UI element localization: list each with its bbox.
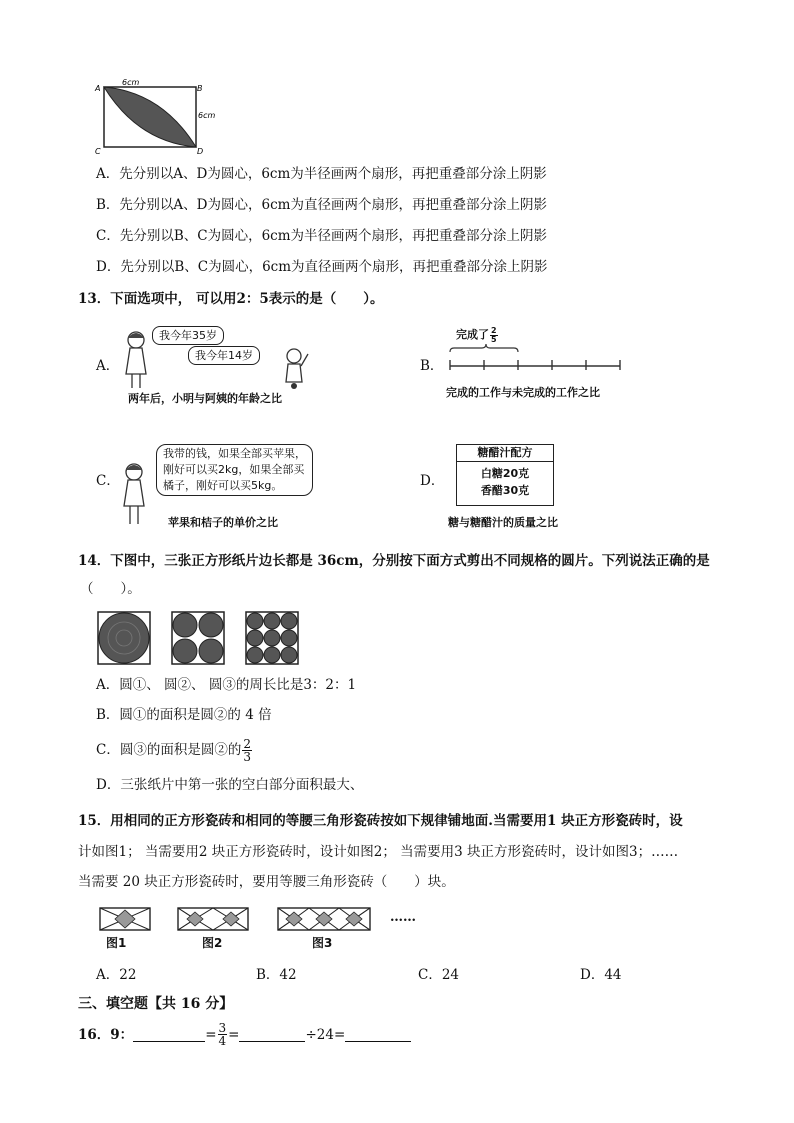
- q15-ellipsis: ……: [390, 910, 416, 925]
- q12-option-a[interactable]: A．先分别以A、D为圆心，6cm为半径画两个扇形，再把重叠部分涂上阴影: [96, 166, 547, 182]
- q13-stem: [78, 290, 384, 308]
- q13-d-caption: 糖与糖醋汁的质量之比: [448, 516, 558, 529]
- q15-option-c[interactable]: C．24: [418, 967, 460, 983]
- q14-stem-line-1: [78, 552, 710, 570]
- q14-circle-figures: [96, 610, 306, 666]
- q13-b-done-text: 完成了: [456, 328, 489, 341]
- q13-c-person: [118, 458, 158, 530]
- q13-option-c-label[interactable]: C．: [96, 473, 120, 489]
- q12-side-label: 6cm: [198, 111, 216, 120]
- q13-a-caption: 两年后，小明与阿姨的年龄之比: [128, 392, 282, 405]
- q15-fig2-label: 图2: [202, 936, 223, 950]
- q16-div: ÷24=: [305, 1026, 346, 1043]
- q12-option-d[interactable]: D．先分别以B、C为圆心，6cm为直径画两个扇形，再把重叠部分涂上阴影: [96, 259, 548, 275]
- boy-ball: [291, 383, 297, 389]
- q16-blank-1[interactable]: [133, 1027, 205, 1042]
- q13-d-box-line-2: 香醋30克: [480, 484, 530, 497]
- q14-option-c-text: C．圆③的面积是圆②的: [96, 742, 242, 758]
- q13-b-caption: 完成的工作与未完成的工作之比: [446, 386, 600, 399]
- q13-b-frac-den: 5: [491, 334, 497, 344]
- q16-frac-num: 3: [218, 1021, 227, 1035]
- boy-head: [287, 349, 301, 363]
- q14-option-a[interactable]: A．圆①、 圆②、 圆③的周长比是3：2：1: [96, 677, 357, 693]
- aunt-body: [126, 348, 146, 374]
- q16-eq2: =: [228, 1026, 240, 1043]
- q12-option-b[interactable]: B．先分别以A、D为圆心，6cm为直径画两个扇形，再把重叠部分涂上阴影: [96, 197, 547, 213]
- boy-arm: [301, 354, 308, 366]
- pattern-2: [178, 908, 248, 930]
- q12-corner-c: C: [95, 147, 101, 156]
- pattern-3: [278, 908, 370, 930]
- q13-c-bubble-line-3: 橘子，刚好可以买5kg。: [163, 479, 283, 492]
- q12-corner-d: D: [197, 147, 204, 156]
- q16-blank-2[interactable]: [239, 1027, 305, 1042]
- q12-shaded-leaf: [104, 87, 196, 147]
- q13-b-done-label: [456, 326, 499, 344]
- q15-stem-text-1: 15．用相同的正方形瓷砖和相同的等腰三角形瓷砖按如下规律铺地面.当需要用1 块正方形瓷砖时，设: [78, 813, 683, 829]
- q12-top-label: 6cm: [122, 78, 140, 87]
- q15-stem-line-2: 计如图1； 当需要用2 块正方形瓷砖时，设计如图2； 当需要用3 块正方形瓷砖时，设计如图3；……: [78, 844, 679, 860]
- q14-option-c-fraction: [242, 738, 252, 763]
- section-3-title: 三、填空题【共 16 分】: [78, 996, 234, 1012]
- q13-b-fraction: [490, 327, 498, 344]
- q13-option-a-label[interactable]: A．: [96, 358, 120, 374]
- q15-stem-line-1: [78, 812, 683, 830]
- q16-blank-3[interactable]: [345, 1027, 411, 1042]
- q15-option-d[interactable]: D．44: [580, 967, 622, 983]
- q13-b-frac-num: 2: [491, 325, 497, 335]
- q15-tile-patterns: [98, 906, 378, 934]
- q13-c-bubble-line-2: 刚好可以买2kg，如果全部买: [163, 463, 305, 476]
- q13-b-segment-diagram: [448, 344, 628, 374]
- q15-stem-line-3: 当需要 20 块正方形瓷砖时，要用等腰三角形瓷砖（ ）块。: [78, 874, 455, 890]
- brace: [450, 344, 518, 352]
- q16-fraction: [218, 1022, 228, 1047]
- q13-c-caption: 苹果和桔子的单价之比: [168, 516, 278, 529]
- q14-option-c[interactable]: [96, 738, 253, 763]
- q13-a-bubble-1: 我今年35岁: [152, 326, 224, 345]
- q13-stem-text: 13．下面选项中， 可以用2：5表示的是（ ）。: [78, 291, 384, 307]
- q16-eq1: =: [205, 1026, 217, 1043]
- q14-c-frac-den: 3: [243, 750, 251, 764]
- q13-c-bubble: [156, 444, 313, 496]
- q13-a-bubble-2: 我今年14岁: [188, 346, 260, 365]
- q14-stem-line-2: （ ）。: [80, 581, 141, 597]
- q12-option-c[interactable]: C．先分别以B、C为圆心，6cm为半径画两个扇形，再把重叠部分涂上阴影: [96, 228, 548, 244]
- q13-d-box-title: 糖醋汁配方: [457, 445, 553, 462]
- q16-prefix: 16．9：: [78, 1026, 134, 1043]
- boy-body: [286, 364, 302, 382]
- q12-corner-a: A: [95, 84, 101, 93]
- q14-c-frac-num: 2: [243, 737, 251, 751]
- q15-fig1-label: 图1: [106, 936, 127, 950]
- q15-option-a[interactable]: A．22: [96, 967, 137, 983]
- q13-d-box-line-1: 白糖20克: [480, 467, 530, 480]
- q13-c-bubble-line-1: 我带的钱，如果全部买苹果，: [163, 447, 306, 460]
- q13-option-b-label[interactable]: B．: [420, 358, 444, 374]
- q14-stem-text-1: 14．下图中，三张正方形纸片边长都是 36cm，分别按下面方式剪出不同规格的圆片。下列说法正确的是: [78, 553, 710, 569]
- q14-option-d[interactable]: D．三张纸片中第一张的空白部分面积最大、: [96, 777, 364, 793]
- q16-line: [78, 1022, 411, 1047]
- q13-option-d-label[interactable]: D．: [420, 473, 445, 489]
- circle-1: [99, 613, 149, 663]
- q15-option-b[interactable]: B．42: [256, 967, 297, 983]
- pattern-1: [100, 908, 150, 930]
- q12-corner-b: B: [197, 84, 203, 93]
- q14-option-b[interactable]: B．圆①的面积是圆②的 4 倍: [96, 707, 272, 723]
- q13-d-recipe-box: [456, 444, 554, 506]
- q16-frac-den: 4: [218, 1034, 227, 1048]
- q12-figure: [92, 78, 216, 156]
- q15-fig3-label: 图3: [312, 936, 333, 950]
